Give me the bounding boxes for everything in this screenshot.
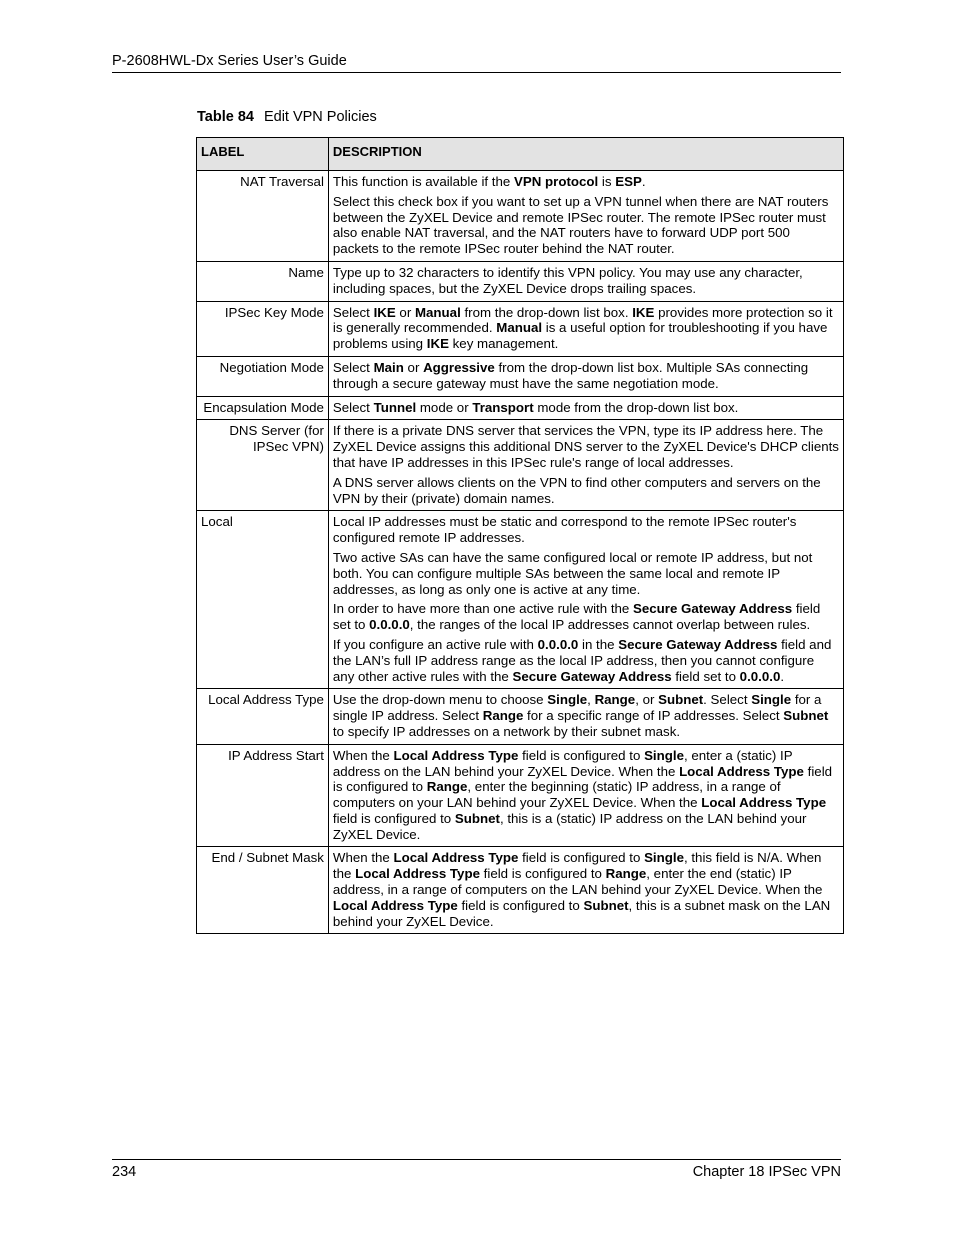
text-segment: , this is a (static) IP address on the LAN behind your ZyXEL Device. bbox=[332, 810, 807, 842]
description-paragraph bbox=[333, 692, 839, 739]
row-description bbox=[328, 420, 843, 511]
table-row bbox=[197, 689, 844, 744]
text-segment: key management. bbox=[448, 336, 559, 352]
text-segment: This function is available if the bbox=[332, 174, 514, 189]
text-segment: is a useful option for troubleshooting if you have problems using bbox=[332, 320, 828, 352]
text-segment: Type up to 32 characters to identify this VPN policy. You may use any character, including spaces, but the ZyXEL Device drops trailing spaces. bbox=[332, 264, 803, 296]
row-label: Name bbox=[197, 261, 329, 301]
row-description bbox=[328, 689, 843, 744]
bold-term: Manual bbox=[496, 320, 543, 336]
column-header-label: LABEL bbox=[197, 138, 329, 171]
bold-term: Range bbox=[594, 692, 636, 708]
description-paragraph bbox=[333, 550, 839, 597]
text-segment: from the drop-down list box. Multiple SAs connecting through a secure gateway must have the same negotiation mode. bbox=[332, 359, 809, 391]
text-segment: or bbox=[395, 304, 415, 320]
text-segment: Select this check box if you want to set up a VPN tunnel when there are NAT routers between the ZyXEL Device and remote IPSec router. The remote IPSec router must also enable NAT traversal, and the NAT routers have to forward UDP port 500 packets to the remote IPSec router behind the NAT router. bbox=[332, 193, 829, 257]
text-segment: Two active SAs can have the same configured local or remote IP address, but not both. You can configure multiple SAs between the same local and remote IP addresses, as long as only one is active at any time. bbox=[332, 549, 813, 597]
bold-term: IKE bbox=[373, 304, 396, 320]
description-paragraph bbox=[333, 850, 839, 929]
row-description bbox=[328, 744, 843, 847]
table-row bbox=[197, 171, 844, 262]
text-segment: When the bbox=[332, 747, 394, 763]
text-segment: mode from the drop-down list box. bbox=[533, 399, 739, 415]
bold-term: ESP bbox=[615, 174, 642, 189]
text-segment: Select bbox=[332, 399, 374, 415]
table-row bbox=[197, 744, 844, 847]
table-header-row bbox=[197, 138, 844, 171]
bold-term: Local Address Type bbox=[393, 747, 519, 763]
text-segment: in the bbox=[578, 636, 619, 652]
text-segment: is bbox=[598, 174, 616, 189]
bold-term: Secure Gateway Address bbox=[633, 601, 793, 617]
table-row bbox=[197, 396, 844, 420]
text-segment: Use the drop-down menu to choose bbox=[332, 692, 548, 708]
table-row bbox=[197, 261, 844, 301]
text-segment: , bbox=[587, 692, 595, 708]
page-header bbox=[112, 52, 841, 73]
bold-term: Local Address Type bbox=[332, 897, 458, 913]
text-segment: field is configured to bbox=[332, 763, 833, 795]
text-segment: provides more protection so it is generally recommended. bbox=[332, 304, 833, 336]
bold-term: Manual bbox=[414, 304, 461, 320]
bold-term: Single bbox=[547, 692, 588, 708]
text-segment: field set to bbox=[671, 668, 740, 684]
text-segment: , this is a subnet mask on the LAN behind your ZyXEL Device. bbox=[332, 897, 831, 929]
text-segment: If you configure an active rule with bbox=[332, 636, 538, 652]
bold-term: Main bbox=[373, 359, 404, 375]
description-paragraph bbox=[333, 305, 839, 352]
text-segment: , enter the end (static) IP address, in a range of computers on the LAN behind your ZyXEL Device. When the bbox=[332, 866, 823, 898]
bold-term: VPN protocol bbox=[514, 174, 599, 189]
description-paragraph bbox=[333, 400, 839, 416]
text-segment: . Select bbox=[703, 692, 752, 708]
page-footer bbox=[112, 1159, 841, 1181]
text-segment: In order to have more than one active rule with the bbox=[332, 601, 633, 617]
column-header-description: DESCRIPTION bbox=[328, 138, 843, 171]
text-segment: , enter a (static) IP address on the LAN behind your ZyXEL Device. When the bbox=[332, 747, 793, 779]
text-segment: , enter the beginning (static) IP address, in a range of computers on your LAN behind your ZyXEL Device. When the bbox=[332, 779, 781, 811]
text-segment: Local IP addresses must be static and correspond to the remote IPSec router's configured remote IP addresses. bbox=[332, 514, 797, 546]
row-label: Negotiation Mode bbox=[197, 356, 329, 396]
text-segment: field is configured to bbox=[479, 866, 606, 882]
text-segment: . bbox=[780, 668, 785, 684]
bold-term: Subnet bbox=[454, 810, 500, 826]
row-description bbox=[328, 171, 843, 262]
description-paragraph bbox=[333, 601, 839, 633]
description-paragraph bbox=[333, 360, 839, 392]
bold-term: Range bbox=[426, 779, 468, 795]
text-segment: , the ranges of the local IP addresses cannot overlap between rules. bbox=[409, 617, 811, 633]
text-segment: field is configured to bbox=[518, 747, 645, 763]
text-segment: A DNS server allows clients on the VPN to find other computers and servers on the VPN by their (private) domain names. bbox=[332, 474, 821, 506]
row-label: IP Address Start bbox=[197, 744, 329, 847]
bold-term: Aggressive bbox=[423, 359, 495, 375]
text-segment: . bbox=[641, 174, 646, 189]
text-segment: field set to bbox=[332, 601, 821, 633]
chapter-title: Chapter 18 IPSec VPN bbox=[692, 1164, 841, 1180]
bold-term: Local Address Type bbox=[355, 866, 480, 882]
description-paragraph bbox=[333, 748, 839, 843]
text-segment: or bbox=[403, 359, 424, 375]
bold-term: Secure Gateway Address bbox=[618, 636, 778, 652]
bold-term: Local Address Type bbox=[701, 795, 827, 811]
text-segment: , this field is N/A. When the bbox=[332, 850, 822, 882]
description-paragraph bbox=[333, 423, 839, 470]
text-segment: field is configured to bbox=[457, 897, 584, 913]
row-description bbox=[328, 301, 843, 356]
description-paragraph bbox=[333, 265, 839, 297]
bold-term: Range bbox=[482, 708, 524, 724]
description-paragraph bbox=[333, 514, 839, 546]
bold-term: Range bbox=[605, 866, 647, 882]
text-segment: from the drop-down list box. bbox=[460, 304, 633, 320]
bold-term: Subnet bbox=[783, 708, 829, 724]
row-label: Local Address Type bbox=[197, 689, 329, 744]
bold-term: Transport bbox=[472, 399, 534, 415]
bold-term: Single bbox=[751, 692, 792, 708]
table-row bbox=[197, 847, 844, 934]
bold-term: Single bbox=[644, 747, 684, 763]
table-caption bbox=[197, 108, 377, 126]
bold-term: IKE bbox=[426, 336, 449, 352]
vpn-policies-table bbox=[196, 137, 844, 934]
row-label: End / Subnet Mask bbox=[197, 847, 329, 934]
bold-term: Local Address Type bbox=[393, 850, 519, 866]
row-label: NAT Traversal bbox=[197, 171, 329, 262]
bold-term: 0.0.0.0 bbox=[739, 668, 781, 684]
row-label: DNS Server (for IPSec VPN) bbox=[197, 420, 329, 511]
description-paragraph bbox=[333, 637, 839, 684]
row-description bbox=[328, 261, 843, 301]
bold-term: Subnet bbox=[583, 897, 629, 913]
bold-term: IKE bbox=[632, 304, 655, 320]
page-number: 234 bbox=[112, 1164, 137, 1180]
text-segment: field is configured to bbox=[518, 850, 645, 866]
text-segment: field and the LAN’s full IP address range as the local IP address, then you cannot configure any other active rules with the bbox=[332, 636, 832, 684]
table-title: Edit VPN Policies bbox=[263, 109, 377, 125]
text-segment: , or bbox=[635, 692, 659, 708]
bold-term: 0.0.0.0 bbox=[369, 617, 410, 633]
description-paragraph bbox=[333, 475, 839, 507]
row-description bbox=[328, 396, 843, 420]
row-description bbox=[328, 847, 843, 934]
bold-term: Local Address Type bbox=[679, 763, 804, 779]
table-row bbox=[197, 511, 844, 689]
text-segment: Select bbox=[332, 304, 374, 320]
bold-term: Single bbox=[644, 850, 684, 866]
text-segment: field is configured to bbox=[332, 810, 455, 826]
description-paragraph bbox=[333, 194, 839, 257]
text-segment: mode or bbox=[416, 399, 473, 415]
text-segment: for a specific range of IP addresses. Select bbox=[523, 708, 784, 724]
table-number: Table 84 bbox=[197, 109, 254, 125]
text-segment: If there is a private DNS server that services the VPN, type its IP address here. The ZyXEL Device assigns this additional DNS server to the ZyXEL Device's DHCP clients that have IP addresses in this IPSec rule's range of local addresses. bbox=[332, 423, 839, 470]
text-segment: When the bbox=[332, 850, 394, 866]
text-segment: for a single IP address. Select bbox=[332, 692, 822, 724]
bold-term: Secure Gateway Address bbox=[512, 668, 672, 684]
row-description bbox=[328, 356, 843, 396]
row-label: IPSec Key Mode bbox=[197, 301, 329, 356]
bold-term: Tunnel bbox=[373, 399, 417, 415]
table-row bbox=[197, 356, 844, 396]
guide-title: P-2608HWL-Dx Series User’s Guide bbox=[112, 53, 347, 69]
row-description bbox=[328, 511, 843, 689]
table-body bbox=[197, 171, 844, 934]
bold-term: Subnet bbox=[658, 692, 704, 708]
text-segment: to specify IP addresses on a network by their subnet mask. bbox=[332, 723, 681, 739]
description-paragraph bbox=[333, 174, 839, 190]
table-row bbox=[197, 420, 844, 511]
table-row bbox=[197, 301, 844, 356]
bold-term: 0.0.0.0 bbox=[537, 636, 579, 652]
text-segment: Select bbox=[332, 359, 374, 375]
row-label: Local bbox=[197, 511, 329, 689]
row-label: Encapsulation Mode bbox=[197, 396, 329, 420]
